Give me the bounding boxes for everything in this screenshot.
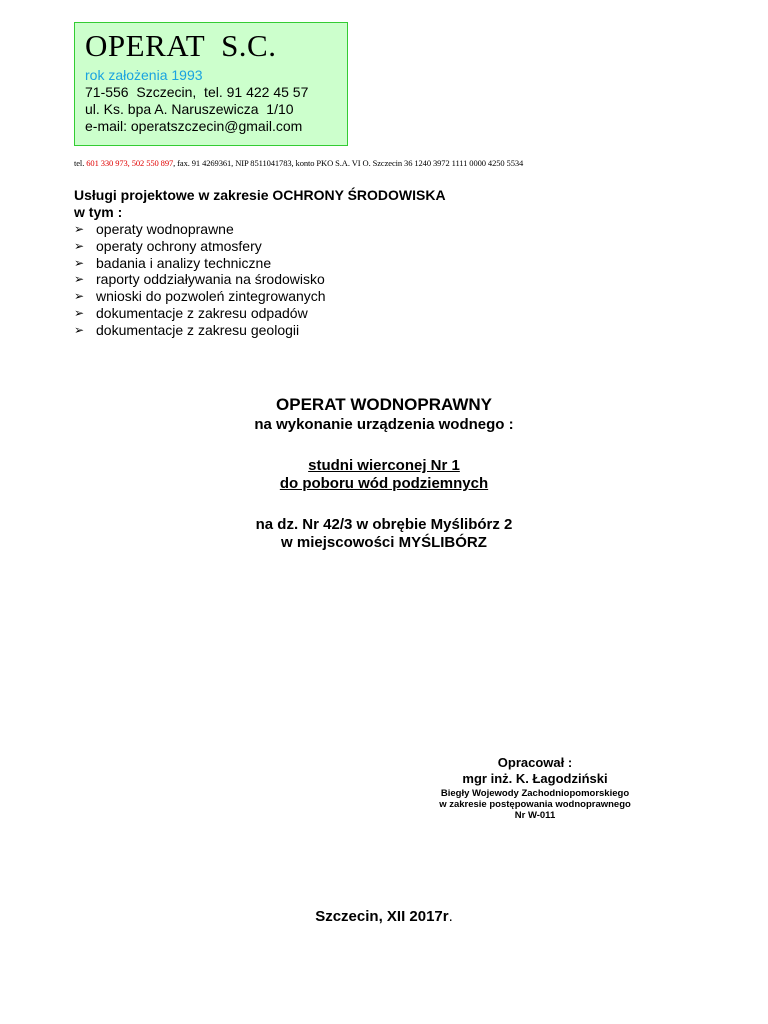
list-item <box>74 271 446 288</box>
list-item <box>74 221 446 238</box>
list-item-label: operaty wodnoprawne <box>96 220 234 237</box>
list-item-label: operaty ochrony atmosfery <box>96 237 262 254</box>
role-line-1: Biegły Wojewody Zachodniopomorskiego <box>440 788 630 799</box>
license-number: Nr W-011 <box>514 810 556 821</box>
object-line-2: do poboru wód podziemnych <box>279 475 489 492</box>
place-date-text: Szczecin, XII 2017r <box>315 908 449 925</box>
list-item <box>74 255 446 272</box>
document-title: OPERAT WODNOPRAWNY <box>276 395 492 414</box>
street-line: ul. Ks. bpa A. Naruszewicza 1/10 <box>85 101 294 117</box>
place-date-dot: . <box>448 908 453 925</box>
services-title: Usługi projektowe w zakresie OCHRONY ŚRODOWISKA <box>74 187 446 203</box>
list-item <box>74 305 446 322</box>
arrow-bullet-icon: ➢ <box>74 289 85 304</box>
location-description <box>0 516 768 552</box>
contact-details: , fax. 91 4269361, NIP 8511041783, konto PKO S.A. VI O. Szczecin 36 1240 3972 1111 0000 4250 5534 <box>173 158 524 168</box>
email-line: e-mail: operatszczecin@gmail.com <box>85 118 303 134</box>
list-item-label: badania i analizy techniczne <box>96 254 272 271</box>
role-line-2: w zakresie postępowania wodnoprawnego <box>439 799 631 810</box>
company-header-box <box>74 22 348 146</box>
company-name: OPERAT S.C. <box>85 28 277 63</box>
arrow-bullet-icon: ➢ <box>74 221 85 236</box>
services-subtitle: w tym : <box>74 204 123 220</box>
address-line: 71-556 Szczecin, tel. 91 422 45 57 <box>85 84 309 100</box>
arrow-bullet-icon: ➢ <box>74 272 85 287</box>
place-date <box>0 908 768 925</box>
prepared-by-label: Opracował : <box>497 755 573 770</box>
author-name: mgr inż. K. Łagodziński <box>462 771 608 786</box>
services-section <box>74 187 446 339</box>
document-subtitle: na wykonanie urządzenia wodnego : <box>254 416 514 433</box>
location-line-2: w miejscowości MYŚLIBÓRZ <box>281 534 487 551</box>
location-line-1: na dz. Nr 42/3 w obrębie Myślibórz 2 <box>255 516 513 533</box>
object-description <box>0 457 768 493</box>
arrow-bullet-icon: ➢ <box>74 322 85 337</box>
phone-numbers: 601 330 973, 502 550 897 <box>86 158 174 168</box>
author-credentials <box>0 788 768 821</box>
list-item-label: raporty oddziaływania na środowisko <box>96 271 325 288</box>
founded-year: rok założenia 1993 <box>85 67 203 83</box>
tel-prefix: tel. <box>74 158 85 168</box>
list-item <box>74 322 446 339</box>
list-item-label: dokumentacje z zakresu odpadów <box>96 304 308 321</box>
list-item-label: wnioski do pozwoleń zintegrowanych <box>96 288 326 305</box>
arrow-bullet-icon: ➢ <box>74 305 85 320</box>
list-item-label: dokumentacje z zakresu geologii <box>96 321 300 338</box>
arrow-bullet-icon: ➢ <box>74 238 85 253</box>
contact-line <box>74 158 523 168</box>
services-list <box>74 221 446 339</box>
object-line-1: studni wierconej Nr 1 <box>308 457 460 474</box>
list-item <box>74 288 446 305</box>
arrow-bullet-icon: ➢ <box>74 255 85 270</box>
list-item <box>74 238 446 255</box>
